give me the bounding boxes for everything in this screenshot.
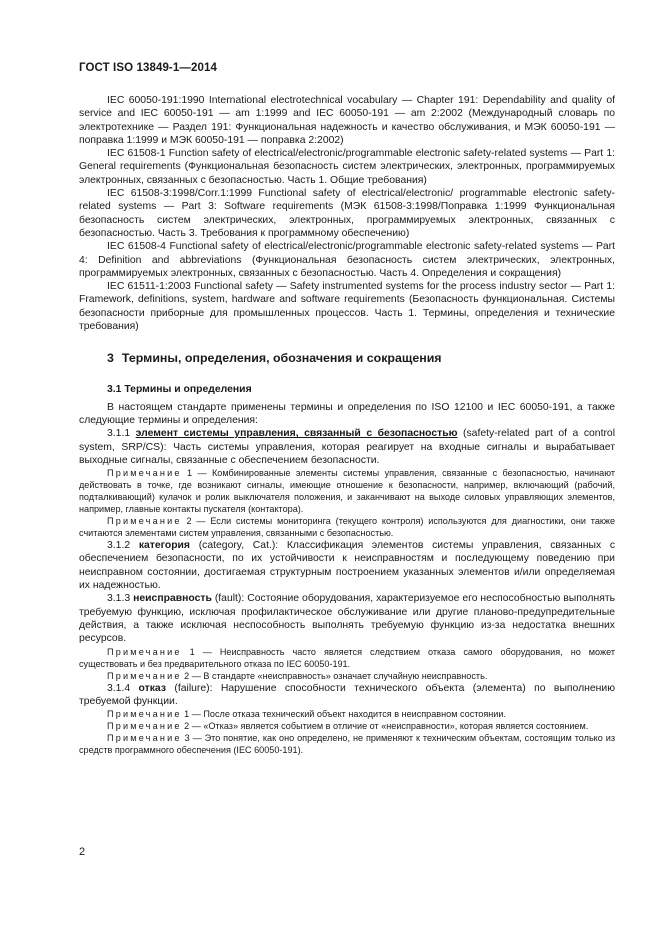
section-intro: В настоящем стандарте применены термины и определения по ISO 12100 и IEC 60050-191, а также следующие термины и определения: xyxy=(79,401,615,426)
reference-item: IEC 61508-4 Functional safety of electrical/electronic/programmable electronic safety-related systems — Part 4: Definition and abbreviations (Функциональная безопасность систем электрических, электронных, программируемых электронных, связанных с безопасностью. Часть 4. Определения и сокращения) xyxy=(79,241,615,279)
note xyxy=(79,732,615,756)
note-label: Примечание xyxy=(107,516,182,527)
note-label: Примечание xyxy=(107,468,182,479)
note-label: Примечание xyxy=(107,721,182,732)
note-text: 3 — Это понятие, как оно определено, не применяют к техническим объектам, состоящим только из средств программного обеспечения (IEC 60050-191). xyxy=(79,733,615,756)
section-number: 3 xyxy=(107,351,114,366)
term-definition xyxy=(79,539,615,592)
note-label: Примечание xyxy=(107,646,182,657)
note-label: Примечание xyxy=(107,709,182,720)
note-text: 1 — Неисправность часто является следствием отказа самого оборудования, но может существовать и без предварительного отказа по IEC 60050-191. xyxy=(79,646,615,669)
term-name: элемент системы управления, связанный с безопасностью xyxy=(135,428,458,440)
term-text: (failure): Нарушение способности технического объекта (элемента) по выполнению требуемой функции. xyxy=(79,682,616,707)
term-name: категория xyxy=(138,540,190,552)
note-text: 1 — Комбинированные элементы системы управления, связанные с безопасностью, начинают действовать в точке, где возникают сигналы, имеющие отношение к безопасности, например, включающий (рабочий, подталкивающий) кулачок и ролик выключателя положения, и заканчивают на выходе силовых управляющих элементов, например, главные контакты пускателя (контактора). xyxy=(79,468,615,515)
term-name: отказ xyxy=(138,682,166,694)
note xyxy=(79,646,615,670)
note-text: 2 — Если системы мониторинга (текущего контроля) используются для диагностики, они также считаются элементами систем управления, связанными с безопасностью. xyxy=(79,516,615,539)
reference-item: IEC 60050-191:1990 International electrotechnical vocabulary — Chapter 191: Dependability and quality of service and IEC 60050-191 — am 1:1999 and IEC 60050-191 — am 2:2002 (Международный словарь по электротехнике — Раздел 191: Функциональная надежность и качество обслуживания, и МЭК 60050-191 — поправка 1:1999 и МЭК 60050-191 — поправка 2:2002) xyxy=(79,95,615,146)
term-number: 3.1.1 xyxy=(107,428,131,440)
note xyxy=(79,670,615,682)
term-number: 3.1.2 xyxy=(107,540,131,552)
document-body xyxy=(79,94,615,756)
section-title: Термины, определения, обозначения и сокращения xyxy=(121,351,442,366)
note-text: 2 — В стандарте «неисправность» означает случайную неисправность. xyxy=(184,670,488,681)
note-label: Примечание xyxy=(107,733,182,744)
subsection-heading: 3.1 Термины и определения xyxy=(107,384,252,396)
term-text: (fault): Состояние оборудования, характеризуемое его неспособностью выполнять требуемую функцию, исключая профилактическое обслуживание или другие планово-предупредительные действия, а также исключая неспособность выполнять требуемую функцию из-за недостатка внешних ресурсов. xyxy=(79,593,615,645)
note xyxy=(79,515,615,539)
note xyxy=(79,467,615,515)
normative-references xyxy=(79,94,615,333)
reference-item: IEC 61508-1 Function safety of electrical/electronic/programmable electronic safety-related systems — Part 1: General requirements (Функциональная безопасность систем электрических, электронных, программируемых электронных, связанных с безопасностью. Часть 1. Общие требования) xyxy=(79,148,615,186)
term-text: (category, Cat.): Классификация элементов системы управления, связанных с обеспечением безопасности, по их устойчивости к неисправностям и последующему поведению при неисправном состоянии, достигаемая структурным построением указанных элементов и/или определяемая их надежностью. xyxy=(79,540,616,592)
note xyxy=(79,708,615,720)
reference-item: IEC 61511-1:2003 Functional safety — Safety instrumented systems for the process industry sector — Part 1: Framework, definitions, system, hardware and software requirements (Безопасность функциональная. Системы безопасности приборные для промышленных процессов. Часть 1. Термины, определения и технические требования) xyxy=(79,281,615,333)
section-heading xyxy=(79,351,615,366)
page-number: 2 xyxy=(79,846,86,858)
note xyxy=(79,720,615,732)
term-definition xyxy=(79,592,615,645)
term-number: 3.1.4 xyxy=(107,682,131,694)
note-text: 1 — После отказа технический объект находится в неисправном состоянии. xyxy=(184,709,506,720)
term-definition xyxy=(79,427,615,467)
term-number: 3.1.3 xyxy=(107,593,131,605)
note-text: 2 — «Отказ» является событием в отличие от «неисправности», которая является состоянием. xyxy=(184,721,589,732)
document-header: ГОСТ ISO 13849-1—2014 xyxy=(79,62,217,74)
term-definition xyxy=(79,682,615,709)
reference-item: IEC 61508-3:1998/Corr.1:1999 Functional safety of electrical/electronic/ programmable electronic safety-related systems — Part 3: Software requirements (МЭК 61508-3:1998/Поправка 1:1999 Функциональная безопасность систем электрических, электронных, программируемых электронных, связанных с безопасностью. Часть 3. Требования к программному обеспечению) xyxy=(79,188,615,239)
note-label: Примечание xyxy=(107,670,182,681)
term-text: (safety-related part of a control system, SRP/CS): Часть системы управления, которая реагирует на входные сигналы и вырабатывает выходные сигналы, связанные с обеспечением безопасности. xyxy=(79,428,616,466)
term-name: неисправность xyxy=(133,593,212,605)
